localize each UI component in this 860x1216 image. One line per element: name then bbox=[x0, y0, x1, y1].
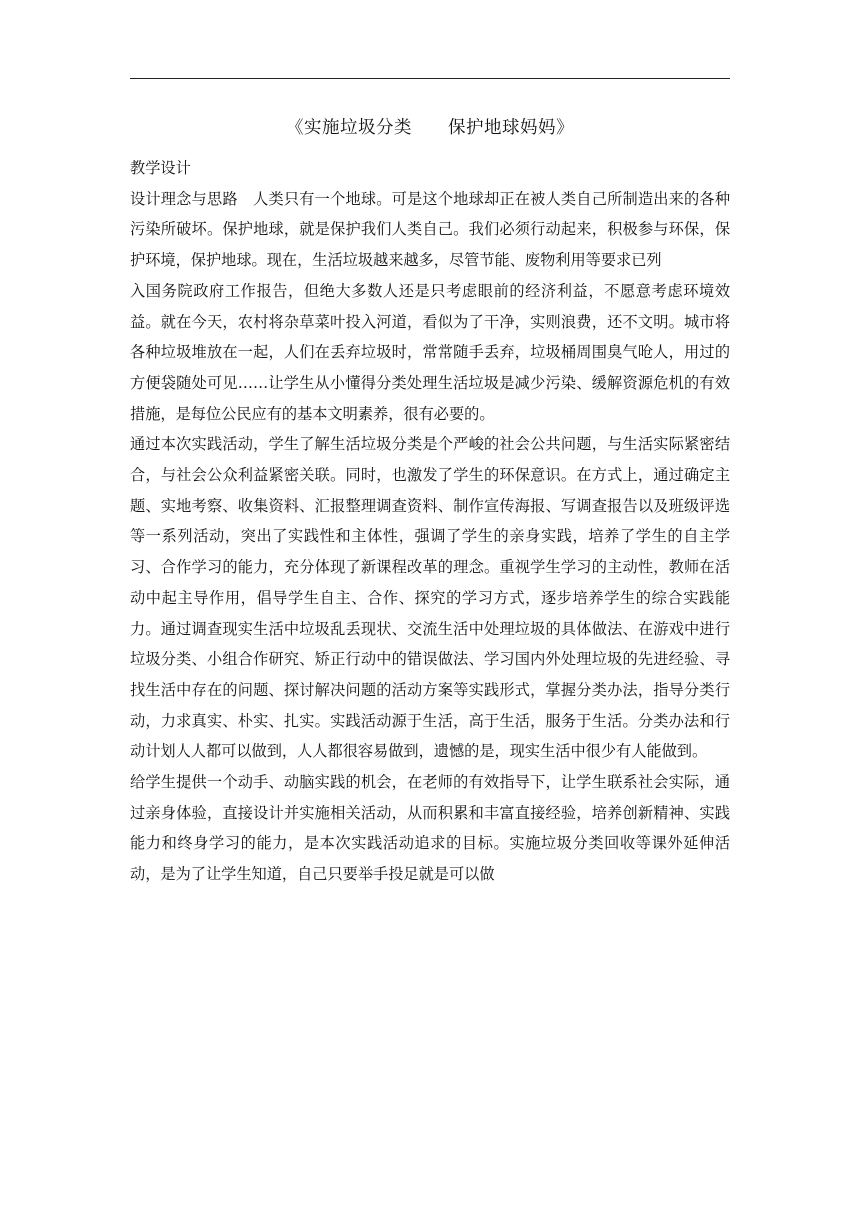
section-heading: 教学设计 bbox=[130, 159, 191, 177]
paragraph: 给学生提供一个动手、动脑实践的机会，在老师的有效指导下，让学生联系社会实际，通过亲身体验，直接设计并实施相关活动，从而积累和丰富直接经验，培养创新精神、实践能力和终身学习的能力，是本次实践活动追求的目标。实施垃圾分类回收等课外延伸活动，是为了让学生知道，自己只要举手投足就是可以做 bbox=[130, 773, 730, 884]
paragraph: 入国务院政府工作报告，但绝大多数人还是只考虑眼前的经济利益，不愿意考虑环境效益。就在今天，农村将杂草菜叶投入河道，看似为了干净，实则浪费，还不文明。城市将各种垃圾堆放在一起，人们在丢弃垃圾时，常常随手丢弃，垃圾桶周围臭气呛人，用过的方便袋随处可见……让学生从小懂得分类处理生活垃圾是减少污染、缓解资源危机的有效措施，是每位公民应有的基本文明素养，很有必要的。 bbox=[130, 281, 730, 423]
document-body bbox=[130, 153, 730, 890]
header-rule bbox=[130, 78, 730, 79]
paragraph: 设计理念与思路 人类只有一个地球。可是这个地球却正在被人类自己所制造出来的各种污染所破坏。保护地球，就是保护我们人类自己。我们必须行动起来，积极参与环保，保护环境，保护地球。现在，生活垃圾越来越多，尽管节能、废物利用等要求已列 bbox=[130, 189, 730, 270]
document-page bbox=[130, 0, 730, 1216]
document-title: 《实施垃圾分类 保护地球妈妈》 bbox=[286, 118, 574, 138]
paragraph: 通过本次实践活动，学生了解生活垃圾分类是个严峻的社会公共问题，与生活实际紧密结合，与社会公众利益紧密关联。同时，也激发了学生的环保意识。在方式上，通过确定主题、实地考察、收集资料、汇报整理调查资料、制作宣传海报、写调查报告以及班级评选等一系列活动，突出了实践性和主体性，强调了学生的亲身实践，培养了学生的自主学习、合作学习的能力，充分体现了新课程改革的理念。重视学生学习的主动性，教师在活动中起主导作用，倡导学生自主、合作、探究的学习方式，逐步培养学生的综合实践能力。通过调查现实生活中垃圾乱丢现状、交流生活中处理垃圾的具体做法、在游戏中进行垃圾分类、小组合作研究、矫正行动中的错误做法、学习国内外处理垃圾的先进经验、寻找生活中存在的问题、探讨解决问题的活动方案等实践形式，掌握分类办法，指导分类行动，力求真实、朴实、扎实。实践活动源于生活，高于生活，服务于生活。分类办法和行动计划人人都可以做到，人人都很容易做到，遗憾的是，现实生活中很少有人能做到。 bbox=[130, 435, 730, 761]
